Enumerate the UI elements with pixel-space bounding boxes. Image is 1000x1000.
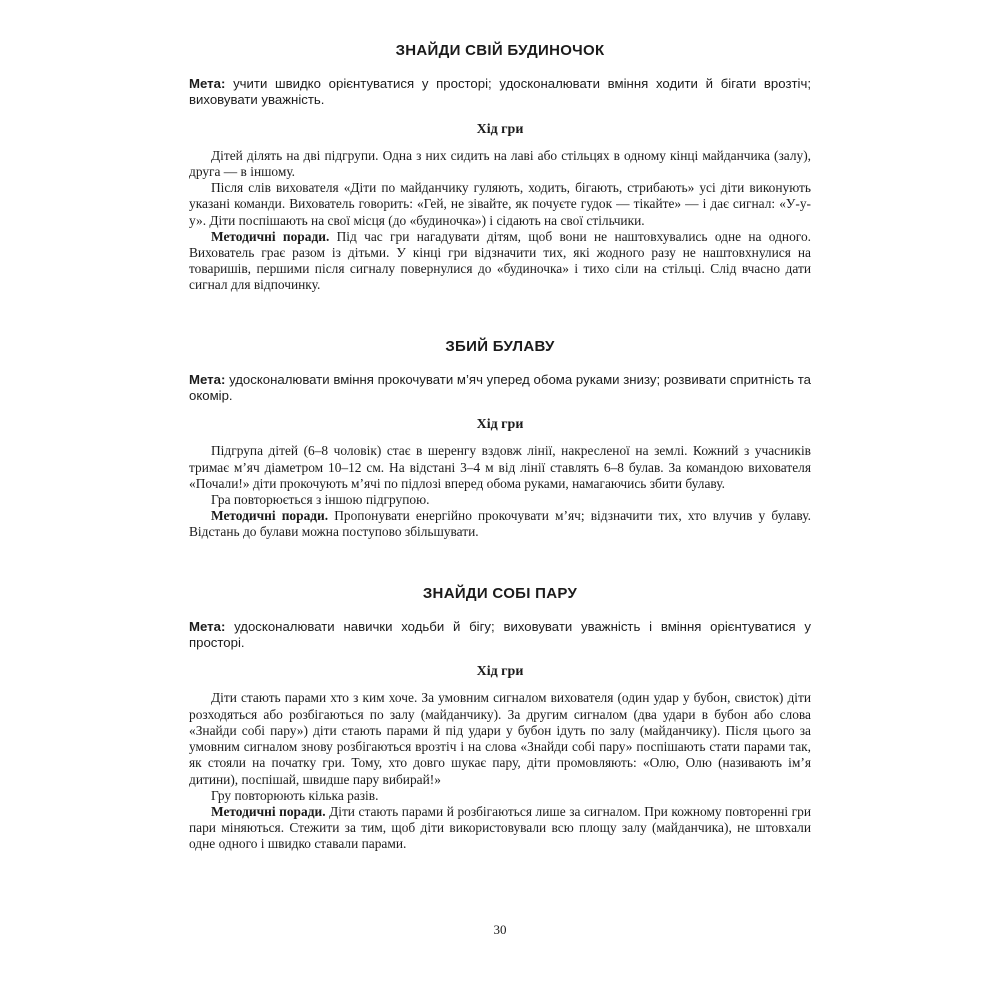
page-content <box>189 0 811 853</box>
meta-paragraph <box>189 372 811 405</box>
game-section-znaidy-sobi-paru <box>189 585 811 853</box>
meta-paragraph <box>189 619 811 652</box>
body-paragraph: Діти стають парами хто з ким хоче. За умовним сигналом вихователя (один удар у бубон, свисток) діти розходяться або розбігаються по залу (майданчику). За другим сигналом (два удари в бубон або слова «Знайди собі пару») діти стають парами й під удари у бубон ідуть по залу (майданчику). Після цього за умовним сигналом знову розбігаються врозтіч і на слова «Знайди собі пару» поспішають стати парами так, як стояли на початку гри. Тому, хто довго шукає пару, діти промовляють: «Олю, Олю (називають ім’я дитини), поспішай, швидше пару вибирай!» <box>189 690 811 787</box>
tips-paragraph <box>189 804 811 853</box>
game-title: ЗНАЙДИ СВІЙ БУДИНОЧОК <box>395 42 605 59</box>
meta-paragraph <box>189 76 811 109</box>
tips-text: Діти стають парами й розбігаються лише за сигналом. При кожному повторенні гри пари міняються. Стежити за тим, щоб діти використовували всю площу залу (майданчика), не штовхали одне одного і швидко ставали парами. <box>189 803 811 852</box>
meta-text: удосконалювати навички ходьби й бігу; виховувати уважність і вміння орієнтуватися у просторі. <box>189 618 811 651</box>
tips-text: Під час гри нагадувати дітям, щоб вони не наштовхувались одне на одного. Вихователь грає разом із дітьми. У кінці гри відзначити тих, які жодного разу не наштовхнулися на товаришів, першими після сигналу повернулися до «будиночка» і тихо сіли на стільці. Слід вчасно дати сигнал для відпочинку. <box>189 228 811 293</box>
subheading-khid-hry: Хід гри <box>476 417 524 433</box>
meta-text: удосконалювати вміння прокочувати м’яч уперед обома руками знизу; розвивати спритність та окомір. <box>189 371 811 404</box>
tips-paragraph <box>189 229 811 294</box>
body-paragraph: Дітей ділять на дві підгрупи. Одна з них сидить на лаві або стільцях в одному кінці майданчика (залу), друга — в іншому. <box>189 147 811 180</box>
subheading-khid-hry: Хід гри <box>476 121 524 137</box>
meta-text: учити швидко орієнтуватися у просторі; удосконалювати вміння ходити й бігати врозтіч; виховувати уважність. <box>189 76 811 108</box>
game-section-zbyi-bulavu <box>189 338 811 541</box>
game-title: ЗБИЙ БУЛАВУ <box>445 337 555 355</box>
tips-label: Методичні поради. <box>211 803 326 819</box>
tips-text: Пропонувати енергійно прокочувати м’яч; відзначити тих, хто влучив у булаву. Відстань до булави можна поступово збільшувати. <box>189 508 811 540</box>
page-number: 30 <box>493 922 507 937</box>
meta-label: Мета: <box>189 618 226 634</box>
game-section-znaidy-svii-budynochok <box>189 42 811 294</box>
body-paragraph: Гра повторюється з іншою підгрупою. <box>211 492 430 508</box>
body-paragraph: Після слів вихователя «Діти по майданчику гуляють, ходить, бігають, стрибають» усі діти виконують указані команди. Вихователь говорить: «Гей, не зівайте, як почуєте гудок — тікайте» — і дає сигнал: «У-у-у». Діти поспішають на свої місця (до «будиночка») і сідають на свої стільчики. <box>189 180 811 228</box>
tips-label: Методичні поради. <box>211 228 330 244</box>
meta-label: Мета: <box>189 76 226 91</box>
body-paragraph: Гру повторюють кілька разів. <box>211 787 379 803</box>
tips-paragraph <box>189 508 811 540</box>
meta-label: Мета: <box>189 371 226 387</box>
subheading-khid-hry: Хід гри <box>476 664 524 680</box>
game-title: ЗНАЙДИ СОБІ ПАРУ <box>422 584 578 602</box>
tips-label: Методичні поради. <box>211 508 329 524</box>
body-paragraph: Підгрупа дітей (6–8 чоловік) стає в шеренгу вздовж лінії, накресленої на землі. Кожний з учасників тримає м’яч діаметром 10–12 см. На відстані 3–4 м від лінії ставлять 6–8 булав. За командою вихователя «Почали!» діти прокочують м’ячі по підлозі вперед обома руками, намагаючись збити булаву. <box>189 443 811 491</box>
